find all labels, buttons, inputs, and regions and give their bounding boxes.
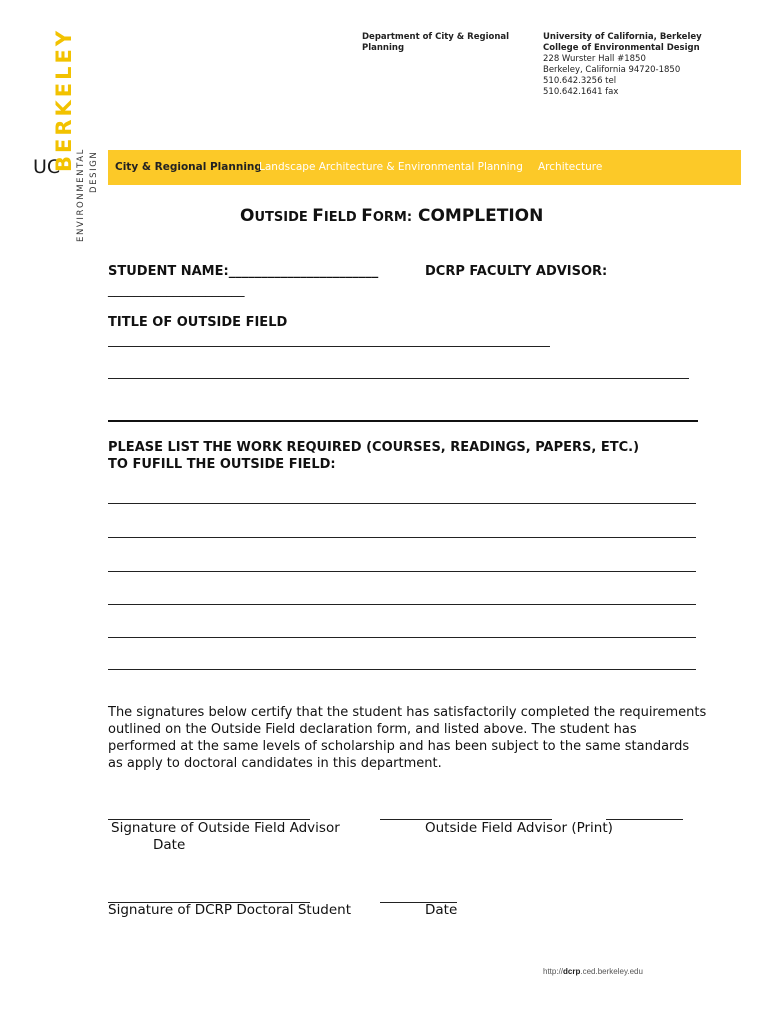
department-line-2: Planning [362,43,405,53]
department-line-1: Department of City & Regional [362,32,510,42]
outside-field-title-input-line-1[interactable] [108,346,550,347]
title-part-4: IELD [323,210,362,225]
title-part-5: F [361,206,373,226]
advisor-date-label: Date [153,837,186,853]
work-required-line-5[interactable] [108,637,696,638]
fax-number: 510.642.1641 fax [543,87,619,97]
outside-field-title-input-line-2[interactable] [108,378,689,379]
work-required-line-1[interactable] [108,503,696,504]
advisor-signature-label: Signature of Outside Field Advisor [111,820,340,836]
nav-item-architecture[interactable]: Architecture [538,161,603,173]
student-signature-label: Signature of DCRP Doctoral Student [108,902,351,918]
phone-number: 510.642.3256 tel [543,76,617,86]
outside-field-title-label: TITLE OF OUTSIDE FIELD [108,315,288,330]
advisor-date-line[interactable] [606,819,683,820]
work-required-line-4[interactable] [108,604,696,605]
college-name: College of Environmental Design [543,43,700,53]
university-address [543,32,743,98]
nav-item-landscape-architecture[interactable]: Landscape Architecture & Environmental Planning [259,161,523,173]
faculty-advisor-label: DCRP FACULTY ADVISOR: [425,264,608,279]
title-part-6: ORM: [372,210,413,225]
student-name-field[interactable]: STUDENT NAME:_______________________ [108,264,379,279]
work-required-label-line-1: PLEASE LIST THE WORK REQUIRED (COURSES, READINGS, PAPERS, ETC.) [108,440,640,455]
work-required-line-2[interactable] [108,537,696,538]
faculty-advisor-field[interactable]: _____________________ [108,283,245,298]
work-required-line-3[interactable] [108,571,696,572]
work-required-line-6[interactable] [108,669,696,670]
title-part-3: F [312,206,324,226]
footer-url-suffix: .ced.berkeley.edu [580,967,643,976]
advisor-print-label: Outside Field Advisor (Print) [425,820,613,836]
logo-design: DESIGN [89,150,99,193]
department-name [362,32,512,54]
certification-statement: The signatures below certify that the student has satisfactorily completed the requirements outlined on the Outside Field declaration form, and listed above. The student has performed at the same levels of scholarship and has been subject to the same standards as apply to doctoral candidates in this department. [108,705,707,771]
footer-url-bold: dcrp [563,967,581,976]
footer-url[interactable] [543,967,643,976]
department-nav-bar [108,150,741,185]
title-part-1: O [240,206,255,226]
student-date-label: Date [425,902,458,918]
form-title [240,206,543,226]
logo-berkeley: BERKELEY [52,27,76,172]
section-divider [108,420,698,422]
footer-url-prefix: http:// [543,967,564,976]
logo-uc: UC [33,156,61,178]
address-line-1: 228 Wurster Hall #1850 [543,54,646,64]
address-line-2: Berkeley, California 94720-1850 [543,65,681,75]
university-name: University of California, Berkeley [543,32,702,42]
nav-item-city-regional-planning[interactable]: City & Regional Planning [115,161,262,173]
title-part-2: UTSIDE [254,210,313,225]
work-required-label-line-2: TO FUFILL THE OUTSIDE FIELD: [108,457,336,472]
logo-environmental: ENVIRONMENTAL [76,148,86,242]
title-part-7: COMPLETION [412,206,544,226]
